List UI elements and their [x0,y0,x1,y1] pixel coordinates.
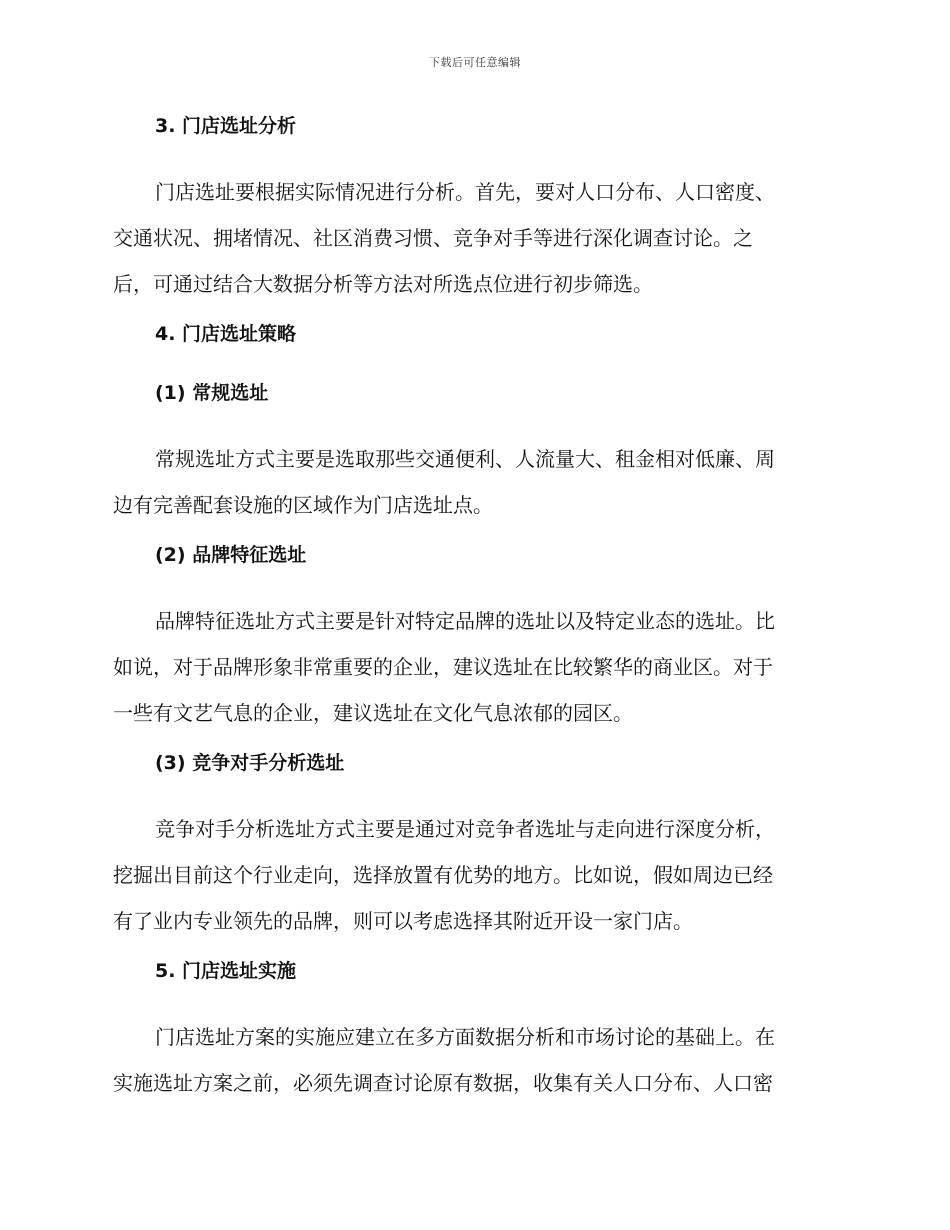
subsection-heading-4-3: (3) 竞争对手分析选址 [155,752,345,774]
paragraph-regular-site [113,436,833,528]
paragraph-line: 有了业内专业领先的品牌，则可以考虑选择其附近开设一家门店。 [113,909,693,933]
paragraph-line: 门店选址要根据实际情况进行分析。首先，要对人口分布、人口密度、 [155,180,775,204]
page-header-note: 下载后可任意编辑 [429,56,521,69]
subsection-heading-4-2: (2) 品牌特征选址 [155,544,307,566]
document-body [113,110,833,1117]
paragraph-line: 门店选址方案的实施应建立在多方面数据分析和市场讨论的基础上。在 [155,1025,775,1049]
paragraph-competitor-site [113,806,833,944]
paragraph-line: 边有完善配套设施的区域作为门店选址点。 [113,493,493,517]
paragraph-line: 品牌特征选址方式主要是针对特定品牌的选址以及特定业态的选址。比 [155,609,775,633]
paragraph-site-implementation [113,1014,833,1106]
section-heading-4: 4. 门店选址策略 [155,323,297,345]
section-heading-5: 5. 门店选址实施 [155,960,297,982]
paragraph-line: 一些有文艺气息的企业，建议选址在文化气息浓郁的园区。 [113,701,633,725]
paragraph-line: 竞争对手分析选址方式主要是通过对竞争者选址与走向进行深度分析， [155,817,775,841]
paragraph-brand-site [113,598,833,736]
paragraph-line: 实施选址方案之前，必须先调查讨论原有数据，收集有关人口分布、人口密 [113,1071,773,1095]
paragraph-line: 后，可通过结合大数据分析等方法对所选点位进行初步筛选。 [113,272,653,296]
paragraph-line: 如说，对于品牌形象非常重要的企业，建议选址在比较繁华的商业区。对于 [113,655,773,679]
paragraph-line: 挖掘出目前这个行业走向，选择放置有优势的地方。比如说，假如周边已经 [113,863,773,887]
paragraph-line: 交通状况、拥堵情况、社区消费习惯、竞争对手等进行深化调查讨论。之 [113,226,753,250]
paragraph-line: 常规选址方式主要是选取那些交通便利、人流量大、租金相对低廉、周 [155,447,775,471]
subsection-heading-4-1: (1) 常规选址 [155,382,269,404]
section-heading-3: 3. 门店选址分析 [155,115,297,137]
paragraph-site-analysis [113,169,833,307]
